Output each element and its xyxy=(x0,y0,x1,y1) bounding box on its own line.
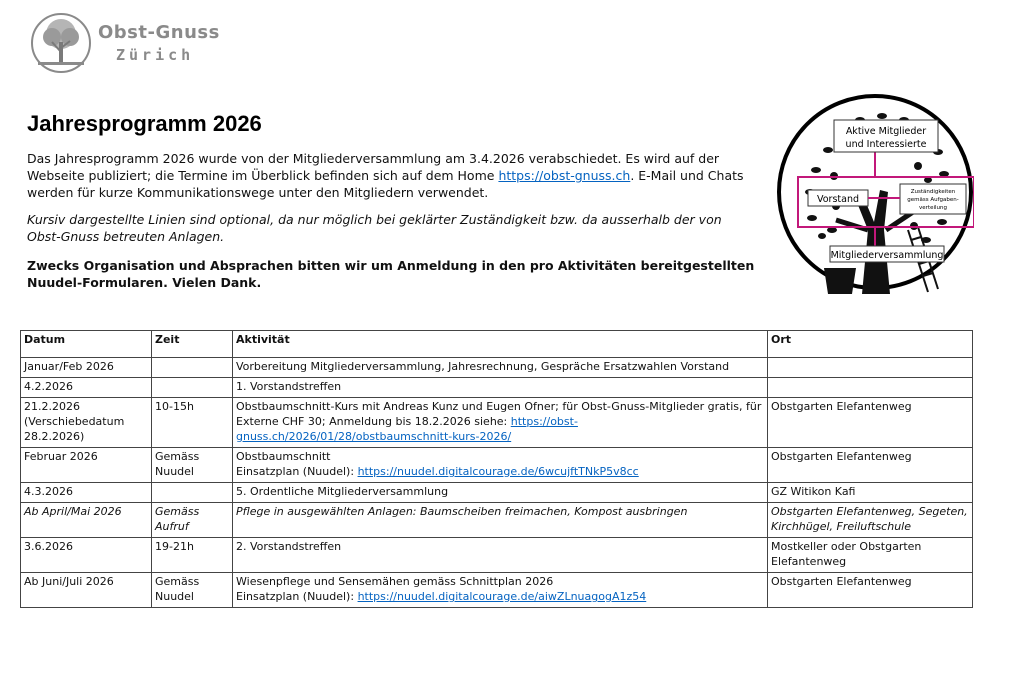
cell-zeit: Gemäss Nuudel xyxy=(152,573,233,608)
table-row xyxy=(21,448,973,483)
cell-aktivitaet xyxy=(233,573,768,608)
tree-logo-icon xyxy=(30,12,92,74)
activity-text: Obstbaumschnitt-Kurs mit Andreas Kunz und Eugen Ofner; für Obst-Gnuss-Mitglieder gratis, für Externe CHF 30; Anmeldung bis 18.2.2026 siehe: xyxy=(236,400,762,428)
cell-zeit: Gemäss Nuudel xyxy=(152,448,233,483)
diagram-label-top-2: und Interessierte xyxy=(845,139,927,150)
cell-ort xyxy=(768,358,973,378)
cell-aktivitaet xyxy=(233,398,768,448)
cell-datum: 4.3.2026 xyxy=(21,483,152,503)
cell-datum: Februar 2026 xyxy=(21,448,152,483)
cell-aktivitaet: Vorbereitung Mitgliederversammlung, Jahresrechnung, Gespräche Ersatzwahlen Vorstand xyxy=(233,358,768,378)
cell-aktivitaet: Pflege in ausgewählten Anlagen: Baumscheiben freimachen, Kompost ausbringen xyxy=(233,503,768,538)
cell-aktivitaet: 1. Vorstandstreffen xyxy=(233,378,768,398)
cell-zeit xyxy=(152,378,233,398)
intro-text-2: . E-Mail und Chats werden für kurze Kommunikationswege unter den Mitgliedern verwendet. xyxy=(27,168,744,200)
table-row xyxy=(21,398,973,448)
optional-note: Kursiv dargestellte Linien sind optional, da nur möglich bei geklärter Zuständigkeit bzw. da ausserhalb der von Obst-Gnuss betreuten Anlagen. xyxy=(27,212,722,244)
registration-note: Zwecks Organisation und Absprachen bitten wir um Anmeldung in den pro Aktivitäten bereitgestellten Nuudel-Formularen. Vielen Dank. xyxy=(27,258,755,290)
diagram-label-right-2: gemäss Aufgaben- xyxy=(907,197,959,203)
cell-datum: 4.2.2026 xyxy=(21,378,152,398)
cell-ort: Obstgarten Elefantenweg xyxy=(768,448,973,483)
cell-zeit: 19-21h xyxy=(152,538,233,573)
cell-datum: 21.2.2026 (Verschiebedatum 28.2.2026) xyxy=(21,398,152,448)
cell-ort: Obstgarten Elefantenweg xyxy=(768,573,973,608)
program-table xyxy=(20,330,973,608)
header-zeit: Zeit xyxy=(152,331,233,358)
page-title: Jahresprogramm 2026 xyxy=(27,111,262,136)
table-row xyxy=(21,573,973,608)
cell-zeit: 10-15h xyxy=(152,398,233,448)
diagram-label-top-1: Aktive Mitglieder xyxy=(845,126,927,137)
cell-ort: GZ Witikon Kafi xyxy=(768,483,973,503)
cell-ort: Obstgarten Elefantenweg xyxy=(768,398,973,448)
activity-subtext: Einsatzplan (Nuudel): xyxy=(236,465,358,478)
table-header-row xyxy=(21,331,973,358)
intro-text-1: Das Jahresprogramm 2026 wurde von der Mitgliederversammlung am 3.4.2026 verabschiedet. Es wird auf der Webseite publiziert; die Termine im Überblick befinden sich auf dem Home xyxy=(27,151,720,183)
nuudel-link[interactable]: https://nuudel.digitalcourage.de/aiwZLnuagogA1z54 xyxy=(357,590,647,603)
basket-icon xyxy=(824,268,856,294)
cell-ort: Mostkeller oder Obstgarten Elefantenweg xyxy=(768,538,973,573)
table-row-optional xyxy=(21,503,973,538)
activity-subtext: Einsatzplan (Nuudel): xyxy=(236,590,358,603)
course-link[interactable]: https://obst-gnuss.ch/2026/01/28/obstbaumschnitt-kurs-2026/ xyxy=(236,415,578,443)
header-ort: Ort xyxy=(768,331,973,358)
table-row xyxy=(21,378,973,398)
header-aktivitaet: Aktivität xyxy=(233,331,768,358)
diagram-label-bottom: Mitgliederversammlung xyxy=(830,250,944,261)
diagram-label-right-3: verteilung xyxy=(919,205,947,211)
cell-ort xyxy=(768,378,973,398)
activity-text: Wiesenpflege und Sensemähen gemäss Schnittplan 2026 xyxy=(236,575,554,588)
cell-ort: Obstgarten Elefantenweg, Segeten, Kirchhügel, Freiluftschule xyxy=(768,503,973,538)
diagram-label-right-1: Zuständigkeiten xyxy=(910,189,956,195)
cell-datum: 3.6.2026 xyxy=(21,538,152,573)
diagram-label-vorstand: Vorstand xyxy=(816,194,860,205)
table-row xyxy=(21,483,973,503)
cell-datum: Januar/Feb 2026 xyxy=(21,358,152,378)
logo xyxy=(30,12,230,76)
header-datum: Datum xyxy=(21,331,152,358)
organisation-diagram xyxy=(776,80,974,304)
cell-zeit xyxy=(152,483,233,503)
cell-aktivitaet: 2. Vorstandstreffen xyxy=(233,538,768,573)
cell-datum: Ab April/Mai 2026 xyxy=(21,503,152,538)
activity-text: Obstbaumschnitt xyxy=(236,450,331,463)
cell-datum: Ab Juni/Juli 2026 xyxy=(21,573,152,608)
cell-aktivitaet: 5. Ordentliche Mitgliederversammlung xyxy=(233,483,768,503)
nuudel-link[interactable]: https://nuudel.digitalcourage.de/6wcujftTNkP5v8cc xyxy=(357,465,639,478)
table-row xyxy=(21,358,973,378)
logo-name: Obst-Gnuss xyxy=(98,22,220,43)
cell-zeit: Gemäss Aufruf xyxy=(152,503,233,538)
cell-aktivitaet xyxy=(233,448,768,483)
logo-city: Zürich xyxy=(116,46,195,64)
website-link[interactable]: https://obst-gnuss.ch xyxy=(498,168,631,183)
intro-paragraph xyxy=(27,150,757,201)
cell-zeit xyxy=(152,358,233,378)
table-row xyxy=(21,538,973,573)
